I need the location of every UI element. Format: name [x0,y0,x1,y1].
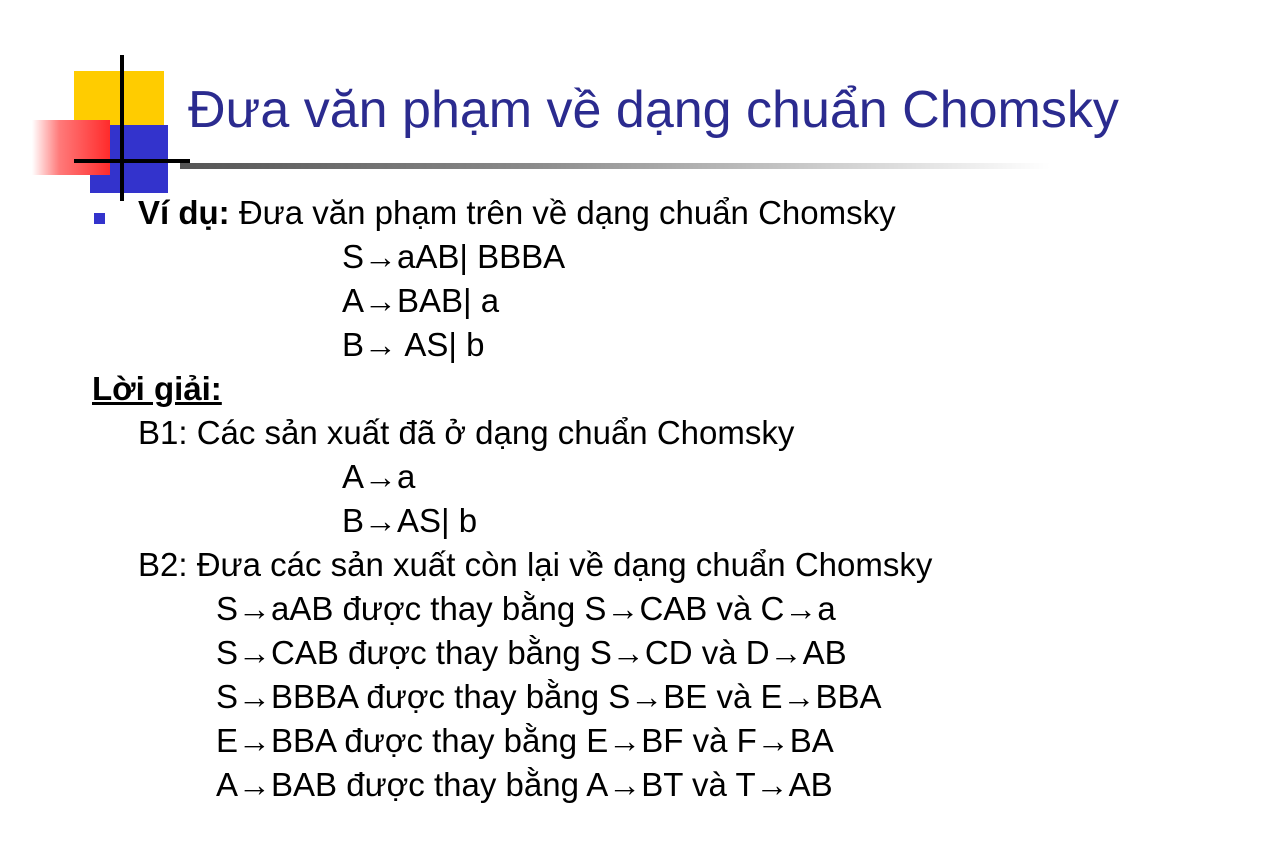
square-bullet-icon [94,213,105,224]
replacement-line: A→BAB được thay bằng A→BT và T→AB [216,766,833,803]
example-label: Ví dụ: [138,194,230,231]
grammar-rule: B→ AS| b [342,326,485,363]
grammar-rule: S→aAB| BBBA [342,238,566,275]
step1-production: A→a [342,458,416,495]
step1-text: B1: Các sản xuất đã ở dạng chuẩn Chomsky [138,414,795,451]
decorative-logo-squares [30,55,190,205]
step2-text: B2: Đưa các sản xuất còn lại về dạng chuẩn Chomsky [138,546,933,583]
solution-heading: Lời giải: [92,370,222,407]
vertical-line [120,55,124,201]
red-gradient-square [32,120,110,175]
replacement-line: S→CAB được thay bằng S→CD và D→AB [216,634,847,671]
replacement-line: E→BBA được thay bằng E→BF và F→BA [216,722,834,759]
example-line [138,193,896,233]
horizontal-line [74,159,190,163]
slide-title: Đưa văn phạm về dạng chuẩn Chomsky [188,81,1119,139]
title-underline-rule [180,163,1050,169]
grammar-rule: A→BAB| a [342,282,500,319]
replacement-line: S→aAB được thay bằng S→CAB và C→a [216,590,836,627]
example-text: Đưa văn phạm trên về dạng chuẩn Chomsky [229,194,896,231]
step1-production: B→AS| b [342,502,478,539]
replacement-line: S→BBBA được thay bằng S→BE và E→BBA [216,678,882,715]
